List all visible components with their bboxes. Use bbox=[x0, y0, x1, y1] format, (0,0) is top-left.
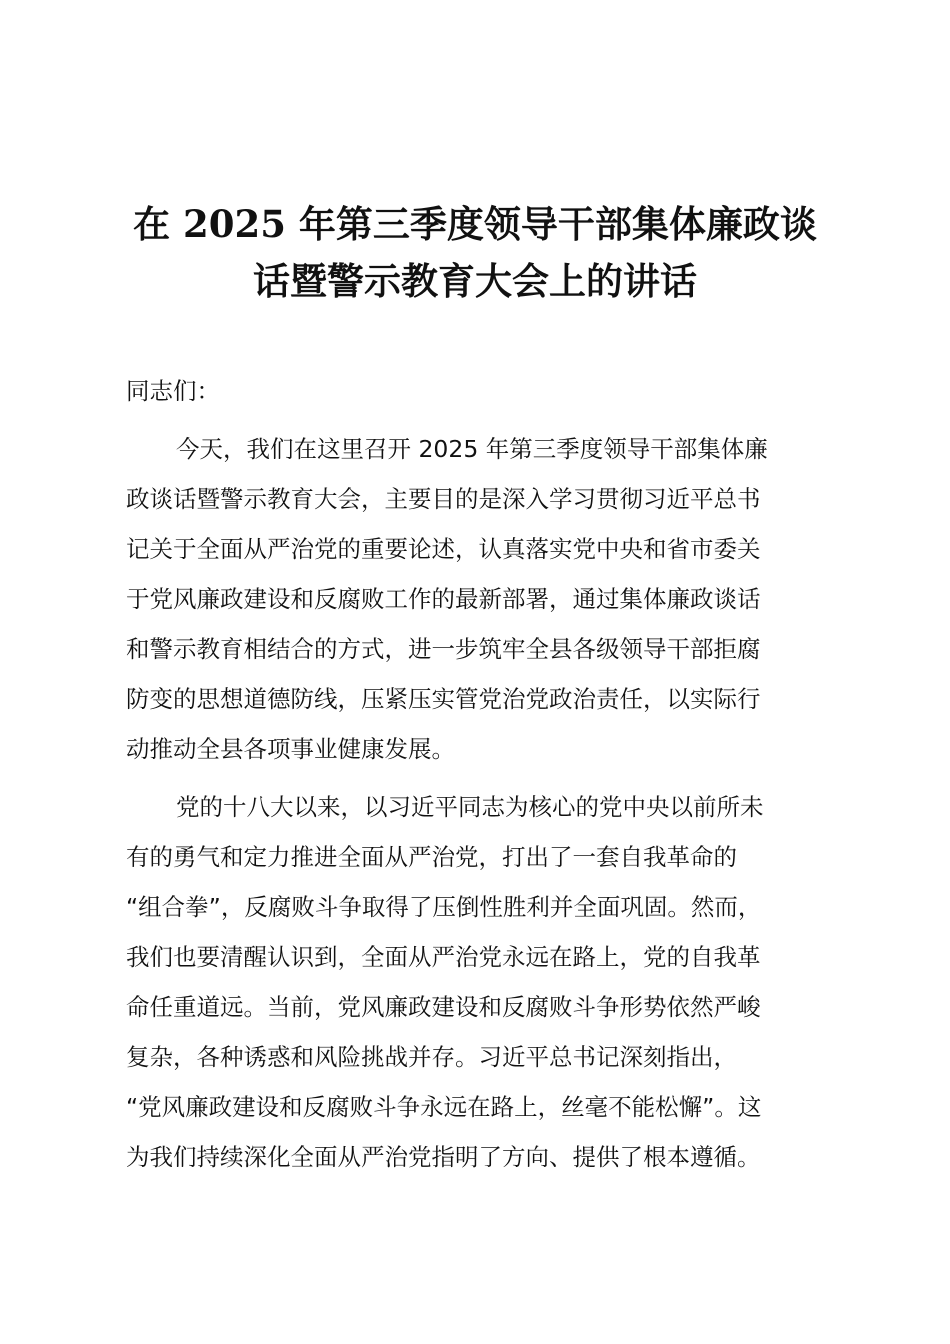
paragraph-line: “组合拳”，反腐败斗争取得了压倒性胜利并全面巩固。然而， bbox=[126, 893, 762, 921]
paragraph-line: “党风廉政建设和反腐败斗争永远在路上，丝毫不能松懈”。这 bbox=[126, 1093, 762, 1121]
paragraph-line: 防变的思想道德防线，压紧压实管党治党政治责任，以实际行 bbox=[126, 685, 761, 713]
paragraph-line: 于党风廉政建设和反腐败工作的最新部署，通过集体廉政谈话 bbox=[126, 585, 761, 613]
paragraph-line: 记关于全面从严治党的重要论述，认真落实党中央和省市委关 bbox=[126, 535, 761, 563]
paragraph-line: 和警示教育相结合的方式，进一步筑牢全县各级领导干部拒腐 bbox=[126, 635, 761, 663]
document-body bbox=[126, 366, 826, 1190]
paragraph-line: 政谈话暨警示教育大会，主要目的是深入学习贯彻习近平总书 bbox=[126, 485, 761, 513]
paragraph-line: 复杂，各种诱惑和风险挑战并存。习近平总书记深刻指出， bbox=[126, 1043, 737, 1071]
paragraph-line: 我们也要清醒认识到，全面从严治党永远在路上，党的自我革 bbox=[126, 943, 761, 971]
paragraph-line: 有的勇气和定力推进全面从严治党，打出了一套自我革命的 bbox=[126, 843, 737, 871]
document-title bbox=[120, 196, 830, 310]
paragraph-line: 党的十八大以来，以习近平同志为核心的党中央以前所未 bbox=[176, 793, 764, 821]
title-line: 在 2025 年第三季度领导干部集体廉政谈 bbox=[133, 202, 817, 246]
paragraph-2 bbox=[126, 782, 826, 1182]
paragraph-1 bbox=[126, 424, 826, 774]
paragraph-line: 今天，我们在这里召开 2025 年第三季度领导干部集体廉 bbox=[176, 435, 768, 463]
paragraph-line: 动推动全县各项事业健康发展。 bbox=[126, 735, 455, 763]
greeting: 同志们： bbox=[126, 377, 220, 405]
paragraph-line: 命任重道远。当前，党风廉政建设和反腐败斗争形势依然严峻 bbox=[126, 993, 761, 1021]
paragraph-line: 为我们持续深化全面从严治党指明了方向、提供了根本遵循。 bbox=[126, 1143, 761, 1171]
title-line: 话暨警示教育大会上的讲话 bbox=[253, 259, 697, 303]
